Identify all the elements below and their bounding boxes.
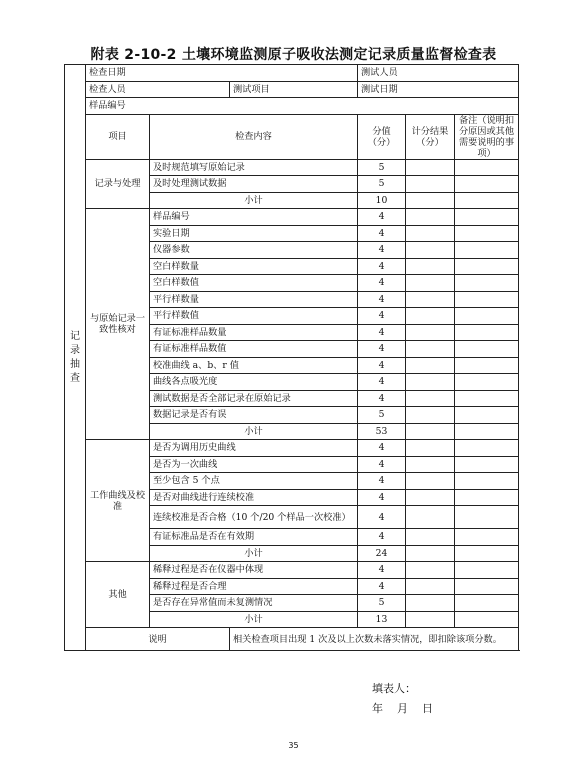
- check-content: 是否为一次曲线: [150, 456, 358, 473]
- check-content: 有证标准样品数值: [150, 341, 358, 358]
- score-value: 4: [358, 440, 406, 457]
- subtotal-result-field[interactable]: [406, 545, 455, 562]
- result-field[interactable]: [406, 562, 455, 579]
- check-content: 仪器参数: [150, 242, 358, 259]
- check-content: 稀释过程是否在仪器中体现: [150, 562, 358, 579]
- score-value: 4: [358, 456, 406, 473]
- check-content: 实验日期: [150, 225, 358, 242]
- header-item: 项目: [86, 114, 150, 159]
- score-value: 4: [358, 578, 406, 595]
- result-field[interactable]: [406, 324, 455, 341]
- remark-field[interactable]: [455, 291, 519, 308]
- result-field[interactable]: [406, 506, 455, 529]
- subtotal-result-field[interactable]: [406, 192, 455, 209]
- subtotal-label: 小计: [150, 545, 358, 562]
- result-field[interactable]: [406, 489, 455, 506]
- check-content: 校准曲线 a、b、r 值: [150, 357, 358, 374]
- subtotal-label: 小计: [150, 192, 358, 209]
- score-value: 4: [358, 489, 406, 506]
- header-remark: 备注（说明扣分原因或其他需要说明的事项）: [455, 114, 519, 159]
- subtotal-value: 24: [358, 545, 406, 562]
- result-field[interactable]: [406, 176, 455, 193]
- remark-field[interactable]: [455, 374, 519, 391]
- remark-field[interactable]: [455, 341, 519, 358]
- result-field[interactable]: [406, 225, 455, 242]
- subtotal-remark-field[interactable]: [455, 545, 519, 562]
- result-field[interactable]: [406, 341, 455, 358]
- remark-field[interactable]: [455, 562, 519, 579]
- result-field[interactable]: [406, 440, 455, 457]
- table-row: [65, 440, 519, 457]
- remark-field[interactable]: [455, 595, 519, 612]
- score-value: 4: [358, 529, 406, 546]
- table-row: [65, 209, 519, 226]
- score-value: 4: [358, 258, 406, 275]
- group-name: 与原始记录一致性核对: [86, 209, 150, 440]
- remark-field[interactable]: [455, 176, 519, 193]
- side-label-text: 记录抽查: [70, 330, 80, 384]
- subtotal-remark-field[interactable]: [455, 611, 519, 628]
- remark-field[interactable]: [455, 275, 519, 292]
- subtotal-remark-field[interactable]: [455, 423, 519, 440]
- header-content: 检查内容: [150, 114, 358, 159]
- remark-field[interactable]: [455, 242, 519, 259]
- tester-label: 测试人员: [358, 65, 519, 82]
- table-row: [65, 628, 519, 651]
- check-content: 有证标准品是否在有效期: [150, 529, 358, 546]
- check-content: 空白样数量: [150, 258, 358, 275]
- score-value: 4: [358, 209, 406, 226]
- page-number: 35: [288, 741, 299, 750]
- table-row: [65, 159, 519, 176]
- remark-field[interactable]: [455, 324, 519, 341]
- result-field[interactable]: [406, 258, 455, 275]
- check-content: 平行样数量: [150, 291, 358, 308]
- remark-field[interactable]: [455, 258, 519, 275]
- fill-date: 年 月 日: [372, 702, 433, 715]
- score-value: 5: [358, 176, 406, 193]
- remark-field[interactable]: [455, 440, 519, 457]
- result-field[interactable]: [406, 578, 455, 595]
- result-field[interactable]: [406, 374, 455, 391]
- sample-no-label: 样品编号: [86, 98, 519, 115]
- test-item-label: 测试项目: [230, 81, 358, 98]
- subtotal-result-field[interactable]: [406, 423, 455, 440]
- score-value: 4: [358, 291, 406, 308]
- group-name: 记录与处理: [86, 159, 150, 209]
- result-field[interactable]: [406, 473, 455, 490]
- score-value: 4: [358, 390, 406, 407]
- check-content: 测试数据是否全部记录在原始记录: [150, 390, 358, 407]
- check-date-label: 检查日期: [86, 65, 358, 82]
- check-content: 及时规范填写原始记录: [150, 159, 358, 176]
- table-row: [65, 562, 519, 579]
- score-value: 4: [358, 324, 406, 341]
- remark-field[interactable]: [455, 308, 519, 325]
- note-text: 相关检查项目出现 1 次及以上次数未落实情况，即扣除该项分数。: [230, 628, 519, 651]
- score-value: 4: [358, 275, 406, 292]
- score-value: 4: [358, 242, 406, 259]
- remark-field[interactable]: [455, 407, 519, 424]
- note-label: 说明: [86, 628, 230, 651]
- test-date-label: 测试日期: [358, 81, 519, 98]
- remark-field[interactable]: [455, 390, 519, 407]
- check-content: 是否对曲线进行连续校准: [150, 489, 358, 506]
- remark-field[interactable]: [455, 506, 519, 529]
- result-field[interactable]: [406, 595, 455, 612]
- score-value: 4: [358, 473, 406, 490]
- check-content: 数据记录是否有误: [150, 407, 358, 424]
- score-value: 5: [358, 407, 406, 424]
- check-content: 连续校准是否合格（10 个/20 个样品一次校准）: [150, 506, 358, 529]
- check-content: 及时处理测试数据: [150, 176, 358, 193]
- header-score: 分值（分）: [358, 114, 406, 159]
- check-content: 是否存在异常值而未复测情况: [150, 595, 358, 612]
- check-content: 曲线各点吸光度: [150, 374, 358, 391]
- remark-field[interactable]: [455, 357, 519, 374]
- table-row: [65, 65, 519, 82]
- remark-field[interactable]: [455, 159, 519, 176]
- check-content: 稀释过程是否合理: [150, 578, 358, 595]
- subtotal-remark-field[interactable]: [455, 192, 519, 209]
- score-value: 5: [358, 595, 406, 612]
- score-value: 4: [358, 506, 406, 529]
- table-row: [65, 98, 519, 115]
- score-value: 4: [358, 308, 406, 325]
- check-content: 平行样数值: [150, 308, 358, 325]
- subtotal-label: 小计: [150, 611, 358, 628]
- side-label: [65, 65, 86, 651]
- result-field[interactable]: [406, 242, 455, 259]
- result-field[interactable]: [406, 357, 455, 374]
- remark-field[interactable]: [455, 209, 519, 226]
- result-field[interactable]: [406, 209, 455, 226]
- group-name: 工作曲线及校准: [86, 440, 150, 562]
- remark-field[interactable]: [455, 489, 519, 506]
- subtotal-value: 13: [358, 611, 406, 628]
- remark-field[interactable]: [455, 578, 519, 595]
- table-row: [65, 114, 519, 159]
- subtotal-label: 小计: [150, 423, 358, 440]
- filler-signature: 填表人：: [372, 682, 416, 695]
- table-row: [65, 81, 519, 98]
- result-field[interactable]: [406, 308, 455, 325]
- result-field[interactable]: [406, 275, 455, 292]
- check-content: 有证标准样品数量: [150, 324, 358, 341]
- score-value: 4: [358, 562, 406, 579]
- check-content: 是否为调用历史曲线: [150, 440, 358, 457]
- result-field[interactable]: [406, 529, 455, 546]
- remark-field[interactable]: [455, 456, 519, 473]
- check-content: 样品编号: [150, 209, 358, 226]
- subtotal-result-field[interactable]: [406, 611, 455, 628]
- result-field[interactable]: [406, 291, 455, 308]
- inspector-label: 检查人员: [86, 81, 230, 98]
- score-value: 5: [358, 159, 406, 176]
- score-value: 4: [358, 225, 406, 242]
- result-field[interactable]: [406, 456, 455, 473]
- score-value: 4: [358, 341, 406, 358]
- subtotal-value: 10: [358, 192, 406, 209]
- check-content: 空白样数值: [150, 275, 358, 292]
- remark-field[interactable]: [455, 225, 519, 242]
- result-field[interactable]: [406, 407, 455, 424]
- result-field[interactable]: [406, 159, 455, 176]
- subtotal-value: 53: [358, 423, 406, 440]
- result-field[interactable]: [406, 390, 455, 407]
- score-value: 4: [358, 374, 406, 391]
- remark-field[interactable]: [455, 529, 519, 546]
- remark-field[interactable]: [455, 473, 519, 490]
- group-name: 其他: [86, 562, 150, 628]
- inspection-table: [64, 64, 519, 651]
- score-value: 4: [358, 357, 406, 374]
- check-content: 至少包含 5 个点: [150, 473, 358, 490]
- page-title: 附表 2-10-2 土壤环境监测原子吸收法测定记录质量监督检查表: [90, 47, 497, 63]
- header-result: 计分结果（分）: [406, 114, 455, 159]
